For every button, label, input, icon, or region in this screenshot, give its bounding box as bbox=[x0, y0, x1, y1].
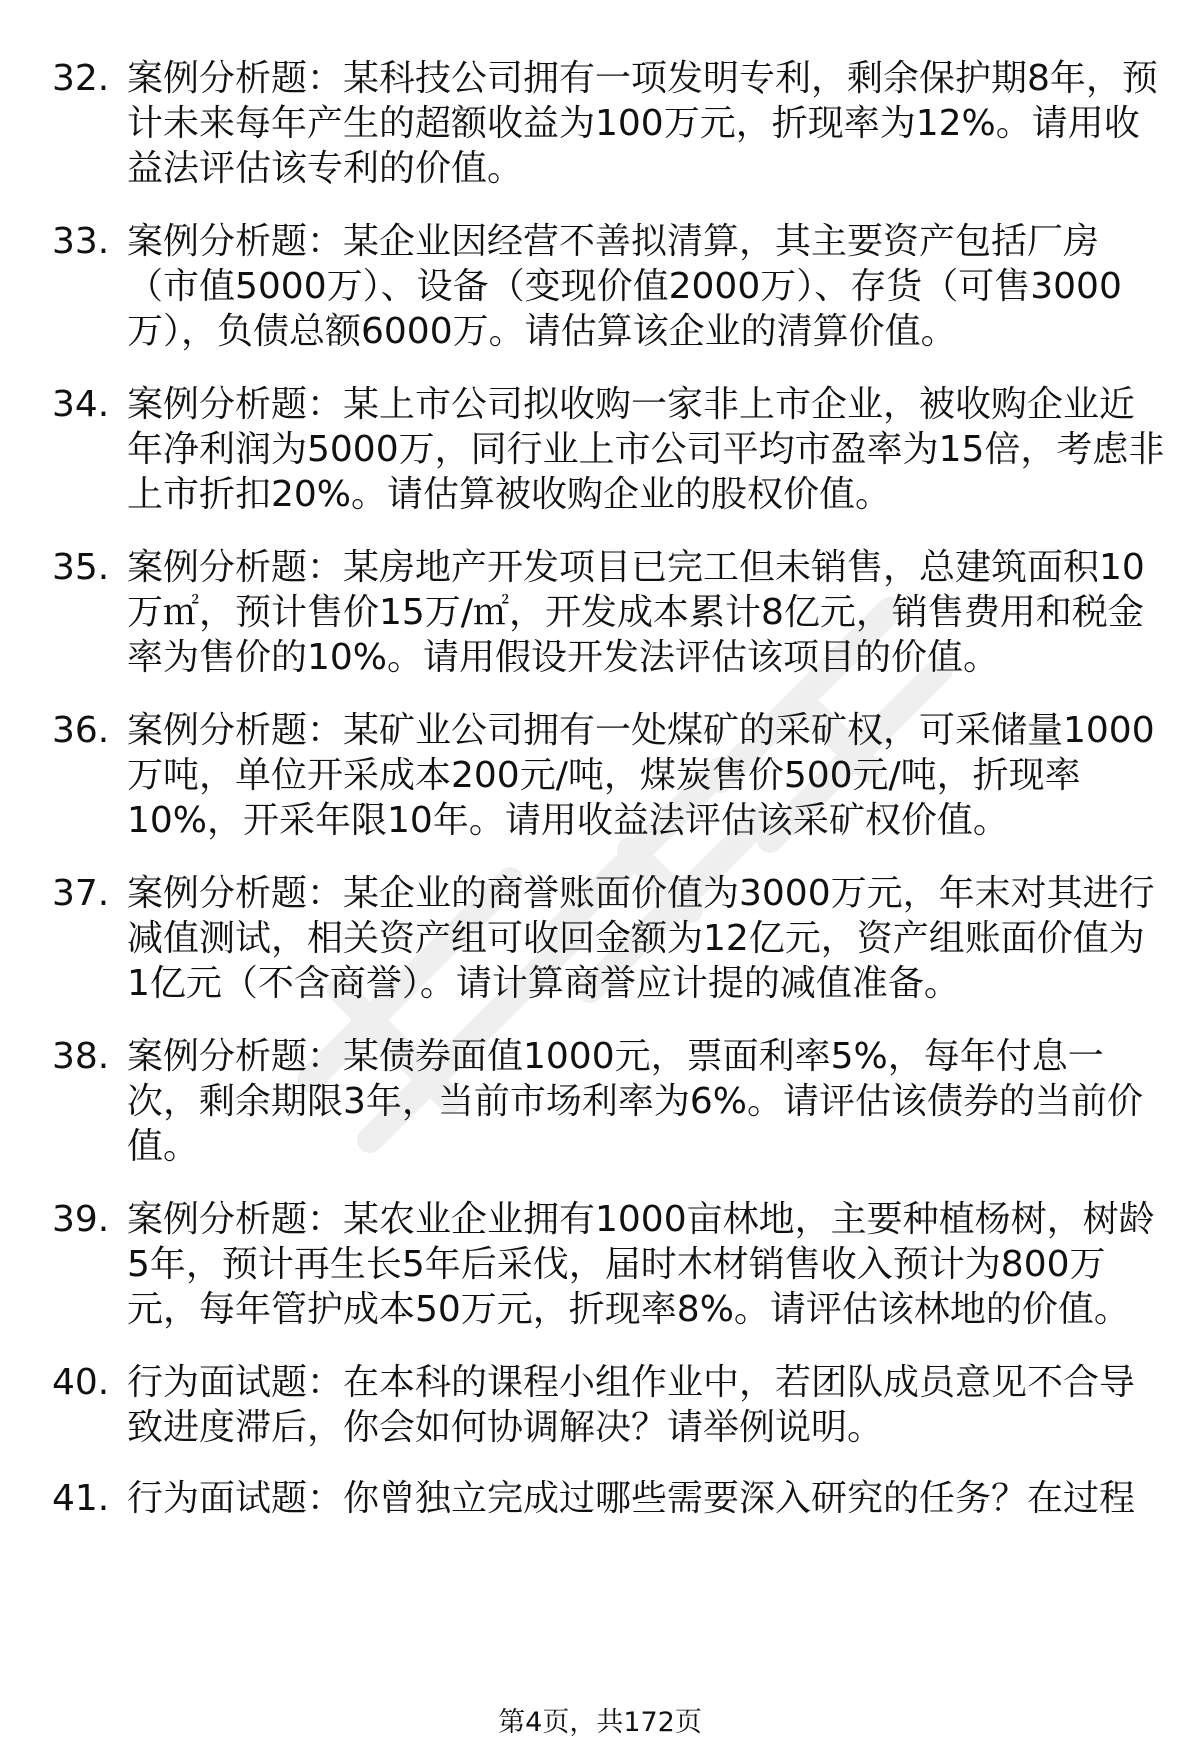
question-line: （市值5000万）、设备（变现价值2000万）、存货（可售3000 bbox=[127, 266, 1122, 307]
page-footer bbox=[0, 1706, 1200, 1740]
question-line: 5年，预计再生长5年后采伐，届时木材销售收入预计为800万 bbox=[127, 1244, 1106, 1285]
question-line: 万），负债总额6000万。请估算该企业的清算价值。 bbox=[127, 311, 957, 352]
question-line: 案例分析题：某企业的商誉账面价值为3000万元，年末对其进行 bbox=[127, 873, 1155, 914]
question-line: 元，每年管护成本50万元，折现率8%。请评估该林地的价值。 bbox=[127, 1289, 1130, 1330]
question-line: 1亿元（不含商誉）。请计算商誉应计提的减值准备。 bbox=[127, 963, 960, 1004]
question-line: 案例分析题：某债券面值1000元，票面利率5%，每年付息一 bbox=[127, 1036, 1104, 1077]
question-line: 案例分析题：某上市公司拟收购一家非上市企业，被收购企业近 bbox=[127, 384, 1136, 425]
question-line: 减值测试，相关资产组可收回金额为12亿元，资产组账面价值为 bbox=[127, 918, 1145, 959]
question-number: 32. bbox=[52, 58, 110, 99]
question-number: 38. bbox=[52, 1036, 110, 1077]
question-number: 39. bbox=[52, 1199, 110, 1240]
question-text bbox=[127, 871, 1157, 1006]
question-text bbox=[127, 1197, 1157, 1332]
question-line: 万吨，单位开采成本200元/吨，煤炭售价500元/吨，折现率 bbox=[127, 755, 1081, 796]
question-text bbox=[127, 708, 1157, 843]
question-number: 40. bbox=[52, 1362, 110, 1403]
question-text bbox=[127, 1476, 1157, 1521]
question-line: 行为面试题：在本科的课程小组作业中，若团队成员意见不合导 bbox=[127, 1362, 1136, 1403]
question-text bbox=[127, 56, 1157, 191]
question-line: 案例分析题：某农业企业拥有1000亩林地，主要种植杨树，树龄 bbox=[127, 1199, 1155, 1240]
question-line: 计未来每年产生的超额收益为100万元，折现率为12%。请用收 bbox=[127, 103, 1140, 144]
question-text bbox=[127, 219, 1157, 354]
question-line: 上市折扣20%。请估算被收购企业的股权价值。 bbox=[127, 474, 892, 515]
question-text bbox=[127, 1034, 1157, 1169]
question-number: 41. bbox=[52, 1478, 110, 1519]
question-line: 万㎡，预计售价15万/㎡，开发成本累计8亿元，销售费用和税金 bbox=[127, 592, 1144, 633]
question-line: 行为面试题：你曾独立完成过哪些需要深入研究的任务？在过程 bbox=[127, 1478, 1136, 1519]
question-line: 案例分析题：某房地产开发项目已完工但未销售，总建筑面积10 bbox=[127, 547, 1145, 588]
question-number: 34. bbox=[52, 384, 110, 425]
question-line: 值。 bbox=[127, 1126, 200, 1167]
question-number: 33. bbox=[52, 221, 110, 262]
question-line: 案例分析题：某矿业公司拥有一处煤矿的采矿权，可采储量1000 bbox=[127, 710, 1155, 751]
question-number: 35. bbox=[52, 547, 110, 588]
question-number: 37. bbox=[52, 873, 110, 914]
question-text bbox=[127, 1360, 1157, 1450]
question-line: 10%，开采年限10年。请用收益法评估该采矿权价值。 bbox=[127, 800, 1009, 841]
question-line: 案例分析题：某企业因经营不善拟清算，其主要资产包括厂房 bbox=[127, 221, 1100, 262]
question-number: 36. bbox=[52, 710, 110, 751]
question-line: 率为售价的10%。请用假设开发法评估该项目的价值。 bbox=[127, 637, 1000, 678]
question-line: 益法评估该专利的价值。 bbox=[127, 148, 524, 189]
question-line: 次，剩余期限3年，当前市场利率为6%。请评估该债券的当前价 bbox=[127, 1081, 1144, 1122]
question-text bbox=[127, 545, 1157, 680]
question-text bbox=[127, 382, 1165, 517]
question-line: 案例分析题：某科技公司拥有一项发明专利，剩余保护期8年，预 bbox=[127, 58, 1158, 99]
question-line: 年净利润为5000万，同行业上市公司平均市盈率为15倍，考虑非 bbox=[127, 429, 1165, 470]
page-number-label: 第4页，共172页 bbox=[498, 1707, 702, 1738]
question-line: 致进度滞后，你会如何协调解决？请举例说明。 bbox=[127, 1407, 884, 1448]
